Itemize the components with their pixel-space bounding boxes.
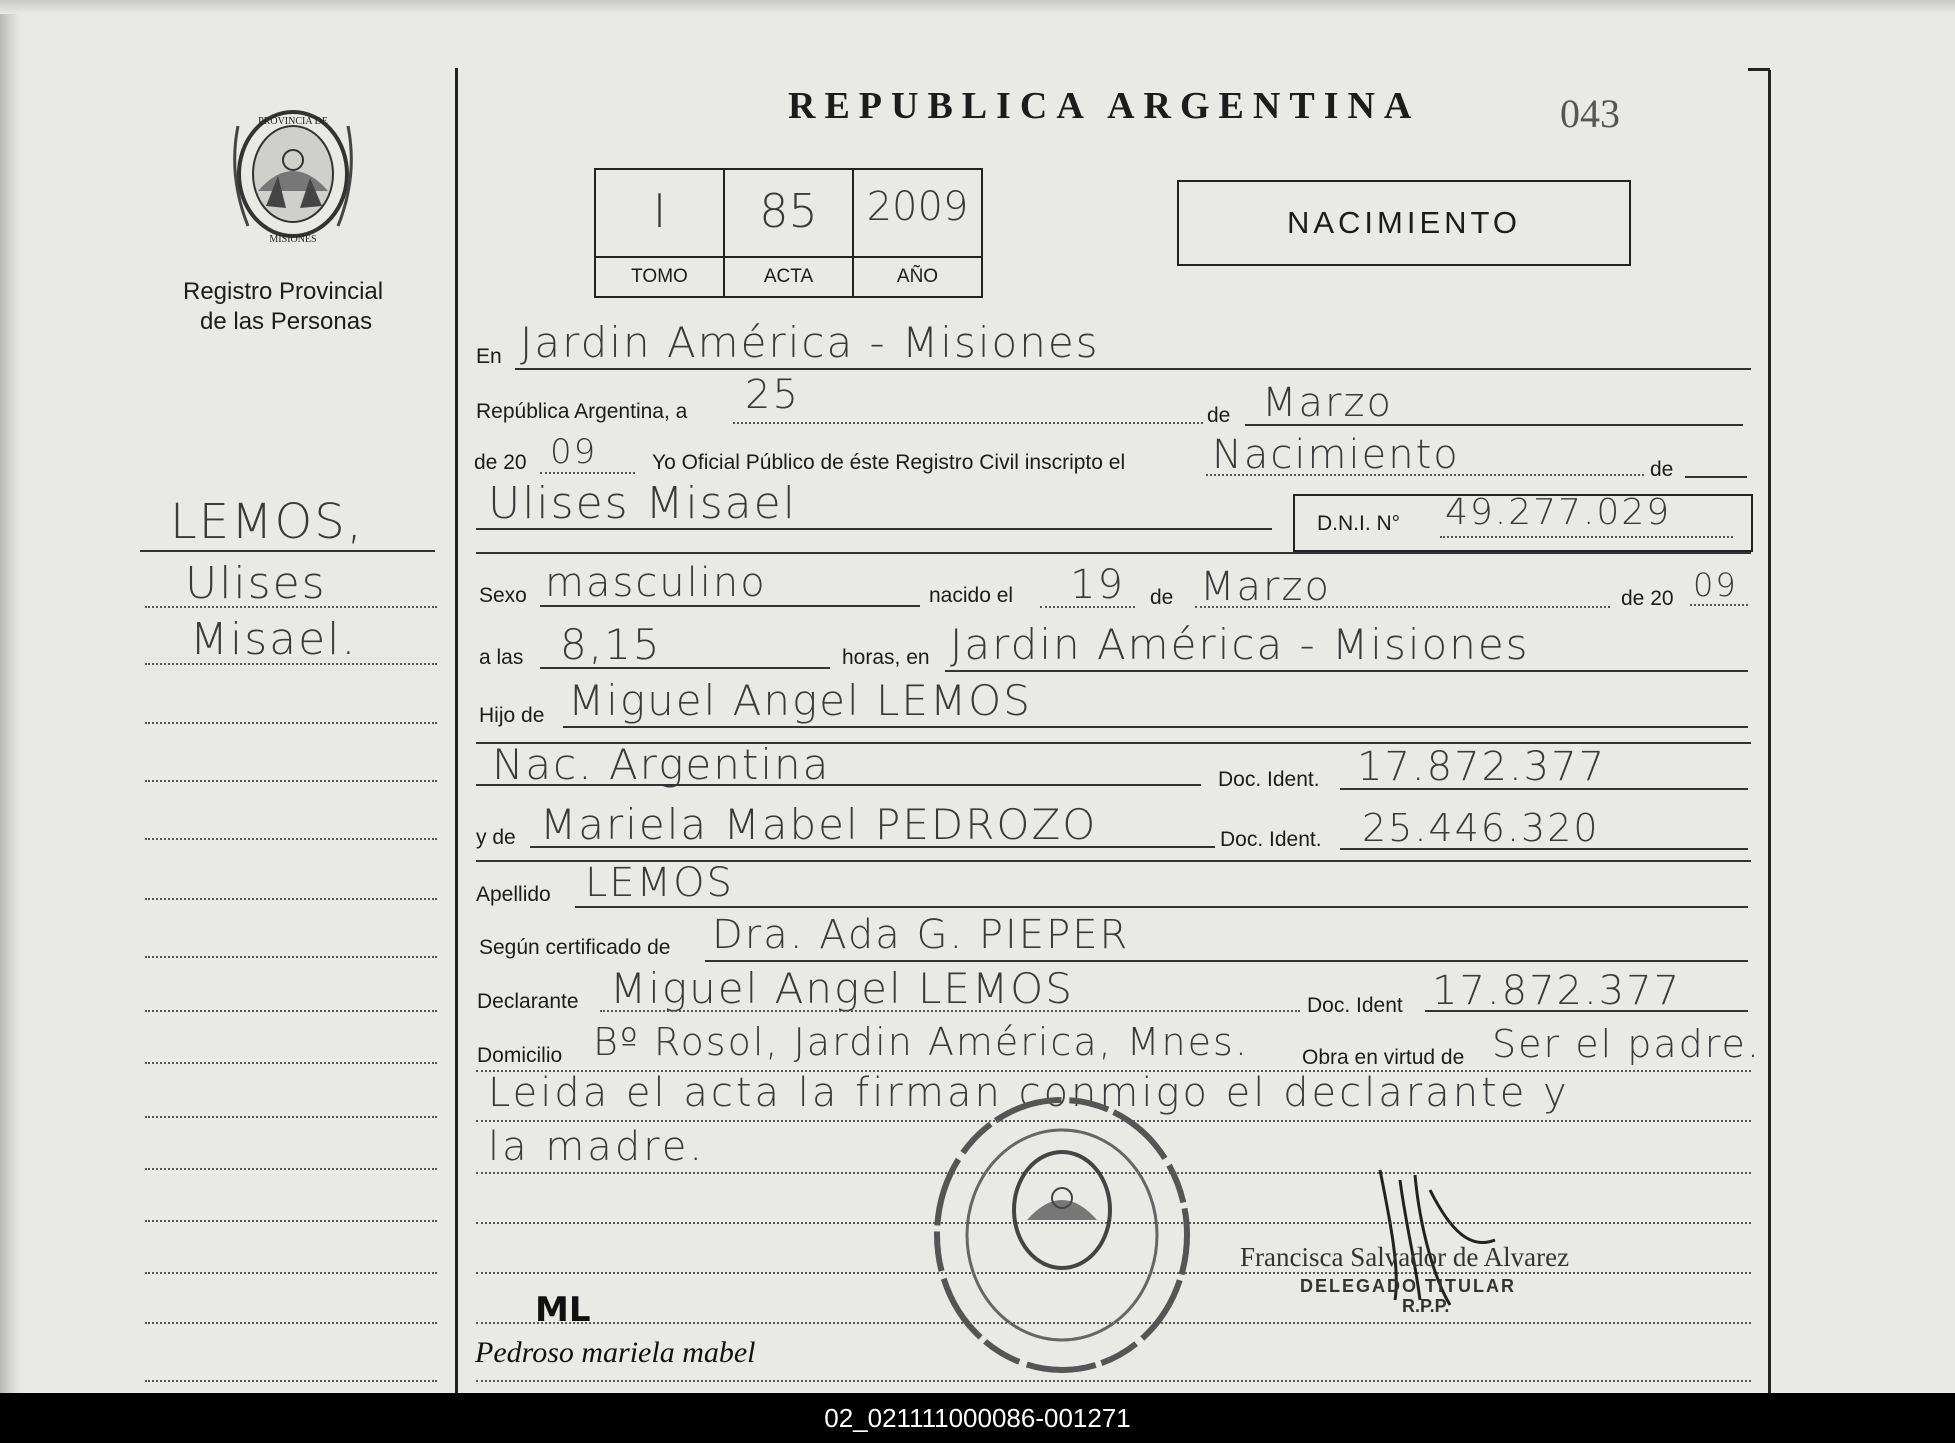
year-prefix: de 20 bbox=[474, 451, 527, 474]
father-doc-line bbox=[1340, 788, 1748, 790]
birth-month: Marzo bbox=[1200, 564, 1331, 610]
birth-month-line bbox=[1195, 606, 1610, 608]
day-value: 25 bbox=[745, 372, 800, 418]
child-name: Ulises Misael bbox=[488, 478, 797, 529]
child-name-line bbox=[476, 528, 1272, 530]
de-label-2: de bbox=[1650, 458, 1674, 481]
initials-signature: ML bbox=[535, 1290, 591, 1330]
birth-day-line bbox=[1040, 606, 1135, 608]
margin-line bbox=[145, 1380, 437, 1382]
doc-label: Doc. Ident. bbox=[1218, 768, 1320, 791]
nacido-label: nacido el bbox=[929, 584, 1014, 607]
father-nationality: Nac. Argentina bbox=[492, 740, 831, 789]
margin-line bbox=[145, 722, 437, 724]
closing-line-2: la madre. bbox=[488, 1124, 706, 1170]
registry-line-2: de las Personas bbox=[200, 308, 373, 335]
republica-label: República Argentina, a bbox=[476, 400, 688, 423]
apellido-label: Apellido bbox=[476, 883, 551, 906]
de-line-2 bbox=[1685, 476, 1747, 478]
oficial-label: Yo Oficial Público de éste Registro Civil inscripto el bbox=[652, 451, 1126, 474]
birth-year-line bbox=[1690, 604, 1748, 606]
yde-label: y de bbox=[476, 826, 516, 849]
margin-surname: LEMOS, bbox=[170, 494, 364, 550]
mother-name: Mariela Mabel PEDROZO bbox=[540, 800, 1098, 849]
seal-text-bottom: MISIONES bbox=[269, 234, 317, 245]
sexo-label: Sexo bbox=[479, 584, 527, 607]
anio-value: 2009 bbox=[866, 184, 969, 230]
place-line bbox=[515, 368, 1751, 370]
de-label: de bbox=[1207, 404, 1231, 427]
margin-given-2: Misael. bbox=[190, 614, 358, 665]
place-value: Jardin América - Misiones bbox=[520, 318, 1100, 367]
acta-label: ACTA bbox=[725, 256, 852, 296]
inscripto-line bbox=[1206, 474, 1644, 476]
margin-line bbox=[145, 838, 437, 840]
mother-line bbox=[530, 846, 1215, 848]
record-type: NACIMIENTO bbox=[1177, 180, 1631, 266]
segun-label: Según certificado de bbox=[479, 936, 671, 959]
margin-name-rule bbox=[140, 550, 435, 552]
official-stamp-icon bbox=[922, 1090, 1202, 1380]
mother-doc-line bbox=[1340, 848, 1748, 850]
page-number: 043 bbox=[1560, 91, 1620, 136]
hijo-label: Hijo de bbox=[479, 704, 545, 727]
record-box bbox=[594, 168, 983, 298]
footer-code: 02_021111000086-001271 bbox=[0, 1393, 1955, 1443]
declarante-doc: 17.872.377 bbox=[1432, 968, 1682, 1014]
dni-line bbox=[1440, 536, 1733, 538]
margin-line bbox=[145, 1010, 437, 1012]
declarante-doc-line bbox=[1425, 1010, 1748, 1012]
dni-value: 49.277.029 bbox=[1445, 492, 1672, 533]
declarante-line bbox=[600, 1010, 1300, 1012]
tomo-value: I bbox=[652, 184, 667, 238]
inscripto-value: Nacimiento bbox=[1212, 432, 1460, 478]
horas-label: horas, en bbox=[842, 646, 930, 669]
obra-value: Ser el padre. bbox=[1492, 1022, 1761, 1066]
year-line bbox=[540, 472, 635, 474]
right-rule bbox=[1768, 70, 1771, 1393]
margin-line bbox=[145, 1168, 437, 1170]
obra-label: Obra en virtud de bbox=[1302, 1046, 1465, 1069]
certificado-value: Dra. Ada G. PIEPER bbox=[712, 912, 1130, 958]
closing-line-1: Leida el acta la firman conmigo el declarante y bbox=[488, 1070, 1570, 1116]
margin-line bbox=[145, 1220, 437, 1222]
row-rule bbox=[476, 552, 1751, 554]
book-spine bbox=[0, 0, 22, 1393]
anio-label: AÑO bbox=[854, 256, 981, 296]
margin-line bbox=[145, 956, 437, 958]
margin-given-1: Ulises bbox=[185, 558, 327, 609]
tomo-label: TOMO bbox=[596, 256, 723, 296]
top-rule bbox=[1748, 68, 1770, 71]
official-title: DELEGADO TITULAR bbox=[1300, 1276, 1516, 1296]
hour-value: 8,15 bbox=[560, 620, 662, 669]
apellido-line bbox=[575, 906, 1748, 908]
sexo-line bbox=[540, 605, 920, 607]
sexo-value: masculino bbox=[545, 560, 767, 606]
margin-line bbox=[145, 1062, 437, 1064]
hour-line bbox=[540, 667, 830, 669]
day-line bbox=[733, 422, 1203, 424]
official-name: Francisca Salvador de Alvarez bbox=[1240, 1242, 1570, 1272]
margin-rule bbox=[455, 68, 458, 1393]
en-label: En bbox=[476, 345, 502, 368]
signature-line bbox=[476, 1380, 1751, 1382]
registry-line-1: Registro Provincial bbox=[183, 278, 384, 305]
declarante-label: Declarante bbox=[477, 990, 579, 1013]
month-line bbox=[1245, 424, 1743, 426]
alas-label: a las bbox=[479, 646, 524, 669]
doc-label-mother: Doc. Ident. bbox=[1220, 828, 1322, 851]
margin-line bbox=[145, 1322, 437, 1324]
page-top-edge bbox=[0, 0, 1955, 14]
certificado-line bbox=[705, 960, 1748, 962]
birth-place: Jardin América - Misiones bbox=[950, 620, 1530, 669]
doc-label-declarante: Doc. Ident bbox=[1307, 994, 1403, 1017]
father-doc: 17.872.377 bbox=[1357, 744, 1607, 790]
margin-line bbox=[145, 780, 437, 782]
apellido-value: LEMOS bbox=[585, 860, 734, 906]
mother-doc: 25.446.320 bbox=[1362, 806, 1600, 850]
father-name: Miguel Angel LEMOS bbox=[568, 676, 1032, 725]
domicilio-label: Domicilio bbox=[477, 1044, 563, 1067]
tomo-cell bbox=[596, 170, 725, 296]
father-nat-line bbox=[476, 784, 1201, 786]
domicilio-value: Bº Rosol, Jardin América, Mnes. bbox=[593, 1020, 1249, 1064]
anio-cell bbox=[854, 170, 981, 296]
birth-day: 19 bbox=[1070, 562, 1125, 608]
seal-text-top: PROVINCIA DE bbox=[258, 116, 328, 127]
declarante-value: Miguel Angel LEMOS bbox=[610, 964, 1074, 1013]
de-label-3: de bbox=[1150, 586, 1174, 609]
mother-signature: Pedroso mariela mabel bbox=[475, 1336, 756, 1369]
birth-year: 09 bbox=[1693, 566, 1738, 604]
provincial-seal-icon bbox=[218, 96, 368, 246]
de20-label: de 20 bbox=[1621, 587, 1674, 610]
official-org: R.P.P. bbox=[1402, 1296, 1450, 1316]
acta-cell bbox=[725, 170, 854, 296]
margin-line bbox=[145, 1116, 437, 1118]
father-line bbox=[563, 726, 1748, 728]
birth-place-line bbox=[945, 670, 1748, 672]
country-title: REPUBLICA ARGENTINA bbox=[788, 85, 1421, 127]
acta-value: 85 bbox=[759, 184, 818, 238]
margin-line bbox=[145, 1272, 437, 1274]
margin-line bbox=[145, 606, 437, 608]
month-value: Marzo bbox=[1262, 380, 1393, 426]
year-suffix: 09 bbox=[550, 432, 598, 472]
margin-line bbox=[145, 663, 437, 665]
dni-label: D.N.I. N° bbox=[1317, 512, 1401, 535]
margin-line bbox=[145, 898, 437, 900]
